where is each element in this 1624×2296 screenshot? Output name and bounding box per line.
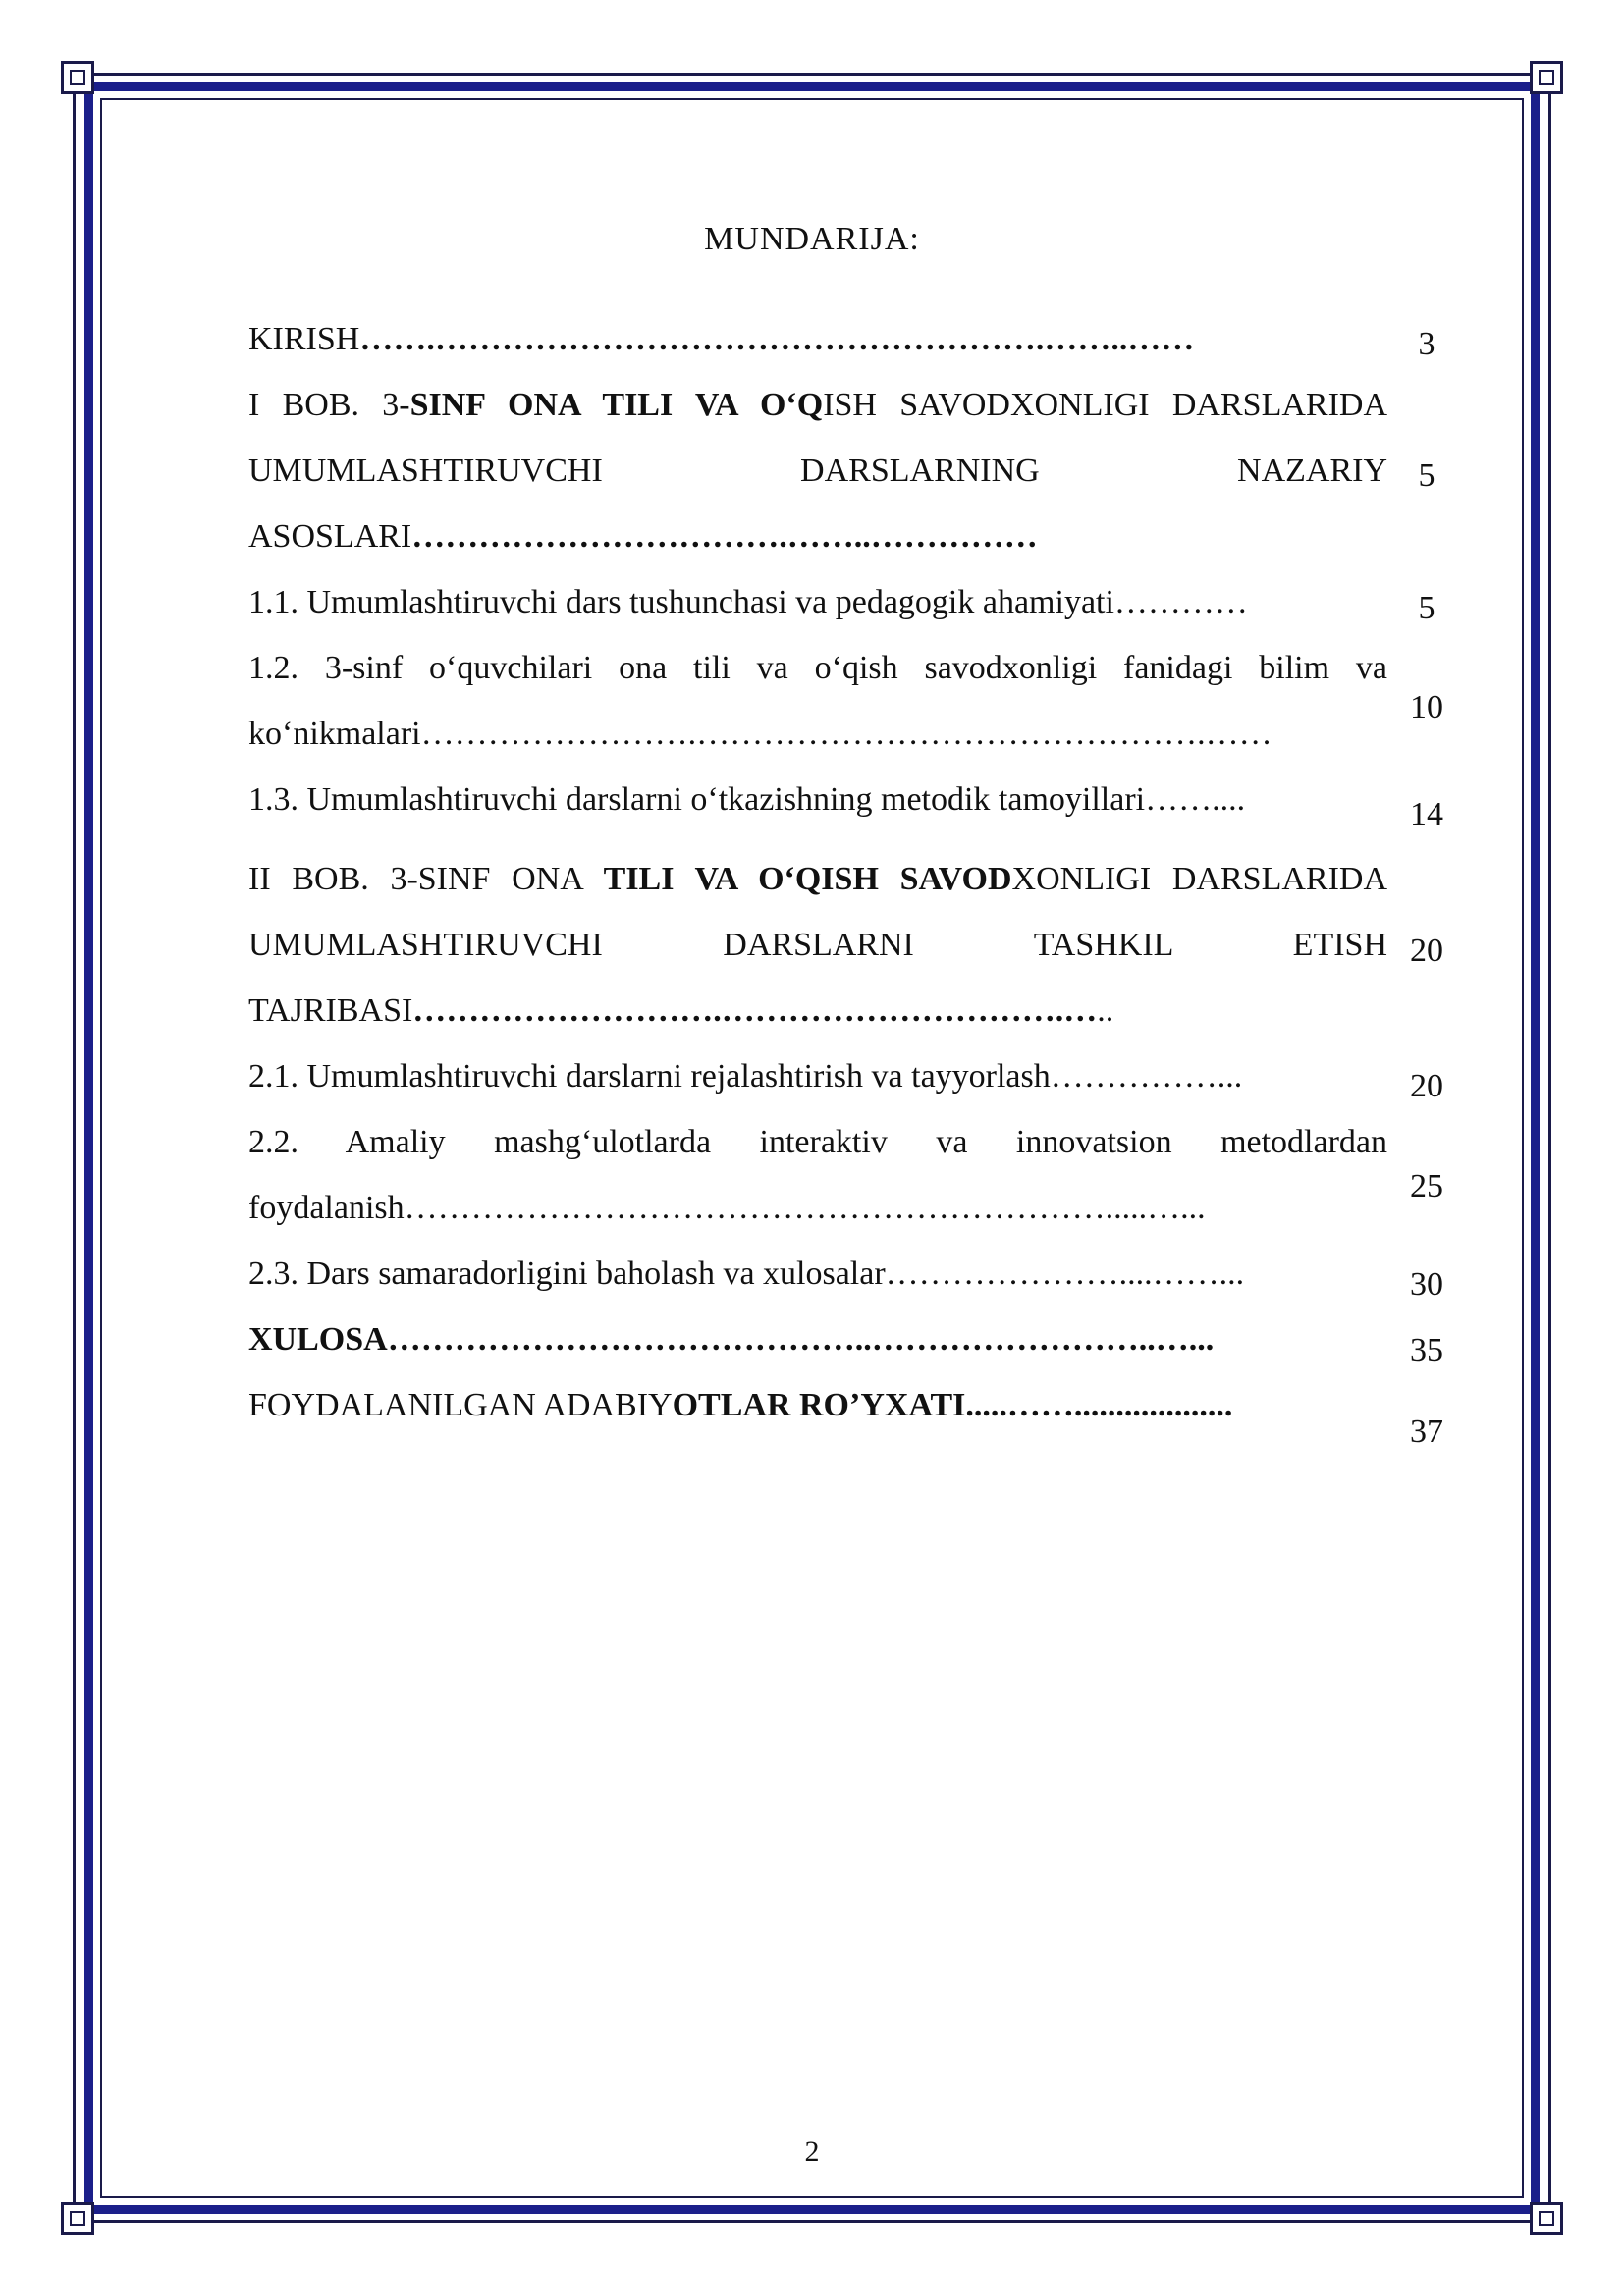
toc-entry-text-run: OTLAR RO’YXATI.....……...................	[672, 1387, 1233, 1423]
toc-entry-page: 5	[1418, 590, 1435, 626]
toc-entry[interactable]	[248, 846, 1456, 1043]
corner-ornament-icon	[61, 2202, 94, 2235]
toc-entry-page: 35	[1410, 1332, 1443, 1368]
toc-entry-text-run: ……………………….………………………….…	[412, 992, 1098, 1029]
toc-entry-text	[248, 372, 1387, 569]
toc-entry-page: 30	[1410, 1266, 1443, 1303]
toc-entry-page: 25	[1410, 1168, 1443, 1204]
toc-entry[interactable]	[248, 1109, 1456, 1241]
toc-entry-text-run: XONLIGI DARSLARIDA UMUMLASHTIRUVCHI DARSLARNI TASHKIL ETISH TAJRIBASI	[248, 861, 1387, 1029]
toc-entry-page: 10	[1410, 689, 1443, 725]
toc-entry-text	[248, 1372, 1387, 1438]
toc-entry-page: 20	[1410, 1068, 1443, 1104]
toc-entry-text	[248, 767, 1387, 832]
toc-entry-text	[248, 569, 1387, 635]
toc-entry[interactable]	[248, 1372, 1456, 1450]
corner-ornament-icon	[1530, 2202, 1563, 2235]
toc-entry-page: 14	[1410, 796, 1443, 832]
toc-title: MUNDARIJA:	[704, 221, 920, 257]
corner-ornament-icon	[1530, 61, 1563, 94]
toc-entry[interactable]	[248, 767, 1456, 832]
toc-entry[interactable]	[248, 1307, 1456, 1372]
toc-entry-text-run: KIRISH	[248, 321, 360, 357]
toc-entry-text-run: 1.1. Umumlashtiruvchi dars tushunchasi va pedagogik ahamiyati…………	[248, 584, 1248, 620]
toc-entry-text	[248, 1307, 1387, 1372]
toc-entry[interactable]	[248, 1043, 1456, 1109]
toc-entry-page: 20	[1410, 933, 1443, 969]
toc-entry-text-run: TILI VA O‘QISH SAVOD	[603, 861, 1012, 897]
toc-entry-text	[248, 306, 1387, 372]
page-number: 2	[804, 2135, 820, 2167]
toc-entry-text	[248, 1241, 1387, 1307]
toc-entry-text	[248, 635, 1387, 767]
toc-entry-text-run: 1.3. Umumlashtiruvchi darslarni o‘tkazishning metodik tamoyillari……....	[248, 781, 1246, 818]
toc-entry-text	[248, 846, 1387, 1043]
toc-entry-text	[248, 1109, 1387, 1241]
toc-entry[interactable]	[248, 372, 1456, 569]
corner-ornament-icon	[61, 61, 94, 94]
toc-entry-page: 3	[1418, 326, 1435, 362]
toc-entry[interactable]	[248, 635, 1456, 767]
toc-entry-page: 37	[1410, 1414, 1443, 1450]
toc-entry-text-run: 2.2. Amaliy mashg‘ulotlarda interaktiv va innovatsion metodlardan foydalanish……………………………………………………….....…...	[248, 1124, 1387, 1226]
toc-entry[interactable]	[248, 1241, 1456, 1307]
toc-entry[interactable]	[248, 306, 1456, 372]
toc-entry-page: 5	[1418, 457, 1435, 494]
toc-entry-text-run: XULOSA……………………………………..……………………..…...	[248, 1321, 1215, 1358]
toc-entry-text-run: 2.1. Umumlashtiruvchi darslarni rejalashtirish va tayyorlash……………...	[248, 1058, 1243, 1095]
toc-entry-text-run: 2.3. Dars samaradorligini baholash va xulosalar…………………....……...	[248, 1255, 1245, 1292]
toc-entry-text-run: II BOB. 3-SINF ONA	[248, 861, 604, 897]
toc-entry-text-run: …………………………….……..……………	[411, 518, 1038, 555]
toc-entry-text-run: 1.2. 3-sinf o‘quvchilari ona tili va o‘qish savodxonligi fanidagi bilim va ko‘nikmalari…………………….……………………………………….……	[248, 650, 1387, 752]
toc-entry-text-run: ISH SAVODXONLIGI DARSLARIDA UMUMLASHTIRUVCHI DARSLARNING NAZARIY ASOSLARI	[248, 387, 1387, 555]
toc-entry-text-run: SINF ONA TILI VA O‘Q	[409, 387, 824, 423]
toc-entry-text-run: I BOB. 3-	[248, 387, 410, 423]
toc-entry-text	[248, 1043, 1387, 1109]
toc-entry-text-run: ..	[1097, 992, 1114, 1029]
toc-entry-text-run: …….……………………………………………….……..……	[359, 321, 1195, 357]
toc-entry[interactable]	[248, 569, 1456, 635]
toc-entry-text-run: FOYDALANILGAN ADABIY	[248, 1387, 673, 1423]
